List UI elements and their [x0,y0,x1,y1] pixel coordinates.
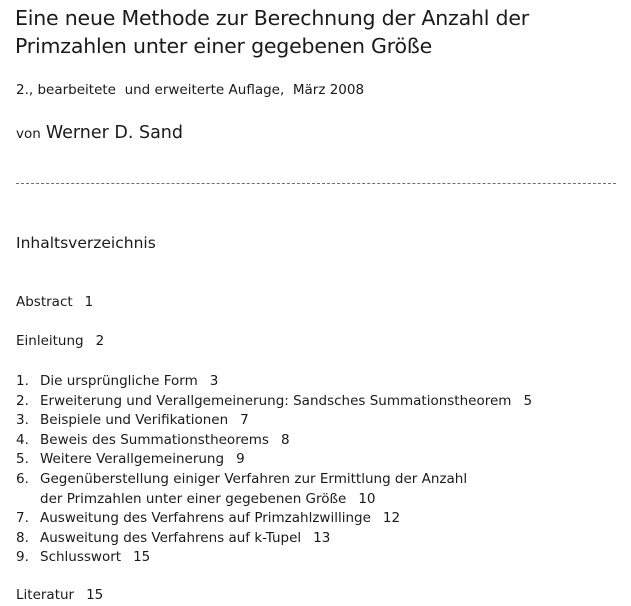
toc-chapter-number: 8. [16,529,29,546]
toc-chapter-page: 12 [382,510,401,527]
toc-chapter-label: Die ursprüngliche Form [40,373,198,389]
toc-chapter-page: 7 [240,412,249,429]
toc-chapter-number: 1. [16,373,29,389]
toc-chapter-item [16,509,532,529]
toc-chapter-item [16,411,532,431]
toc-chapter-item [16,470,532,509]
toc-chapter-label-continued: der Primzahlen unter einer gegebenen Größe [40,490,347,507]
toc-entry-page: 1 [84,294,94,310]
toc-entry-literatur [16,586,103,606]
toc-chapter-label: Ausweitung des Verfahrens auf k-Tupel [40,529,302,546]
toc-chapter-label: Gegenüberstellung einiger Verfahren zur Ermittlung der Anzahl [40,470,468,487]
author-line [16,123,183,143]
toc-chapter-number: 7. [16,510,29,527]
toc-entry-einleitung [16,332,104,352]
toc-chapter-page: 15 [133,549,151,566]
toc-chapter-page: 13 [313,529,331,546]
toc-chapter-page: 8 [280,431,290,448]
author-prefix: von [16,126,41,142]
toc-chapter-list [16,372,532,568]
toc-entry-label: Abstract [16,294,73,310]
toc-chapter-label: Ausweitung des Verfahrens auf Primzahlzwillinge [40,510,371,527]
toc-chapter-page: 5 [523,392,533,409]
toc-chapter-number: 3. [16,412,29,429]
document-title: Eine neue Methode zur Berechnung der Anzahl der Primzahlen unter einer gegebenen Größe [15,6,530,58]
toc-chapter-label: Beispiele und Verifikationen [40,412,229,429]
toc-chapter-item [16,548,532,568]
toc-chapter-page: 9 [236,451,245,468]
toc-chapter-item [16,450,532,470]
toc-chapter-label: Weitere Verallgemeinerung [40,451,225,468]
toc-heading: Inhaltsverzeichnis [16,234,156,252]
toc-chapter-page: 10 [358,490,376,507]
toc-chapter-page: 3 [209,373,219,389]
toc-chapter-number: 4. [16,431,29,448]
toc-chapter-item [16,392,532,412]
edition-note: 2., bearbeitete und erweiterte Auflage, März 2008 [16,82,365,98]
toc-chapter-item [16,431,532,451]
toc-entry-abstract [16,293,93,313]
toc-entry-page: 2 [95,333,105,349]
toc-chapter-item [16,529,532,549]
toc-chapter-label: Beweis des Summationstheorems [40,431,269,448]
toc-chapter-label: Schlusswort [40,549,122,566]
toc-entry-label: Literatur [16,587,75,603]
toc-chapter-number: 6. [16,470,29,487]
toc-chapter-number: 2. [16,392,29,409]
toc-entry-label: Einleitung [16,333,84,349]
toc-chapter-item [16,372,532,392]
toc-chapter-number: 9. [16,549,29,566]
toc-entry-page: 15 [86,587,104,603]
author-name: Werner D. Sand [45,123,183,143]
dashed-divider [16,183,616,184]
toc-chapter-label: Erweiterung und Verallgemeinerung: Sandsches Summationstheorem [40,392,512,409]
toc-chapter-number: 5. [16,451,29,468]
